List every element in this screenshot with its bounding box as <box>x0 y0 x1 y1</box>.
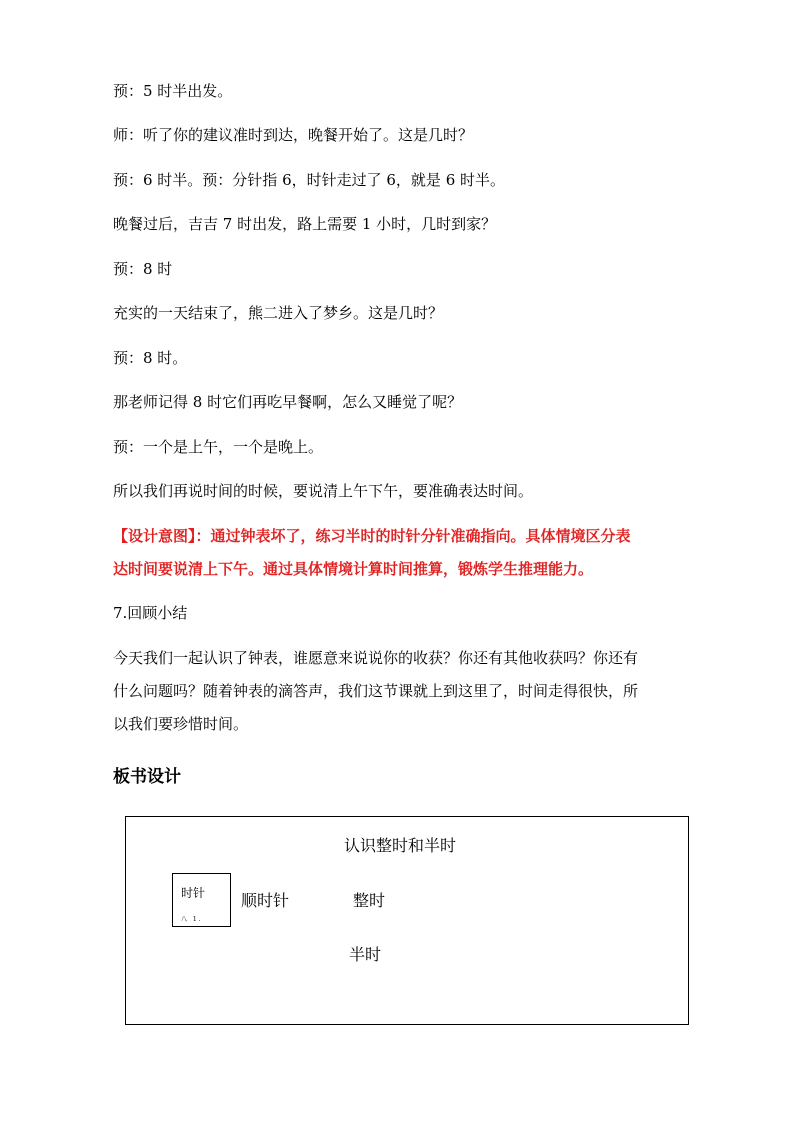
paragraph: 那老师记得 8 时它们再吃早餐啊，怎么又睡觉了呢？ <box>113 393 463 411</box>
paragraph: 预：8 时。 <box>113 349 188 367</box>
paragraph: 晚餐过后，吉吉 7 时出发，路上需要 1 小时，几时到家？ <box>113 215 497 233</box>
board-design-box <box>125 816 689 1025</box>
design-intent-line-1: 【设计意图】：通过钟表坏了，练习半时的时针分针准确指向。具体情境区分表 <box>113 527 631 545</box>
review-heading: 7.回顾小结 <box>113 604 188 622</box>
clock-label: 时针 <box>181 886 206 900</box>
whole-hour-label: 整时 <box>353 891 386 910</box>
board-title: 认识整时和半时 <box>344 836 457 855</box>
paragraph: 预：一个是上午，一个是晚上。 <box>113 438 324 456</box>
paragraph: 师：听了你的建议准时到达，晚餐开始了。这是几时？ <box>113 126 474 144</box>
clockwise-label: 顺时针 <box>241 891 290 910</box>
review-line-2: 什么问题吗？随着钟表的滴答声，我们这节课就上到这里了，时间走得很快，所 <box>113 682 639 700</box>
review-line-1: 今天我们一起认识了钟表，谁愿意来说说你的收获？你还有其他收获吗？你还有 <box>113 649 639 667</box>
half-hour-label: 半时 <box>349 945 382 964</box>
paragraph: 预：6 时半。预：分针指 6，时针走过了 6，就是 6 时半。 <box>113 171 506 189</box>
clock-sub-label: 八 1. <box>181 916 203 923</box>
paragraph: 所以我们再说时间的时候，要说清上午下午，要准确表达时间。 <box>113 482 534 500</box>
clock-image-placeholder <box>172 873 231 927</box>
board-design-heading: 板书设计 <box>113 767 181 787</box>
paragraph: 预：8 时 <box>113 260 173 278</box>
design-intent-line-2: 达时间要说清上下午。通过具体情境计算时间推算，锻炼学生推理能力。 <box>113 560 594 578</box>
paragraph: 预：5 时半出发。 <box>113 82 233 100</box>
review-line-3: 以我们要珍惜时间。 <box>113 715 249 733</box>
paragraph: 充实的一天结束了，熊二进入了梦乡。这是几时？ <box>113 304 444 322</box>
